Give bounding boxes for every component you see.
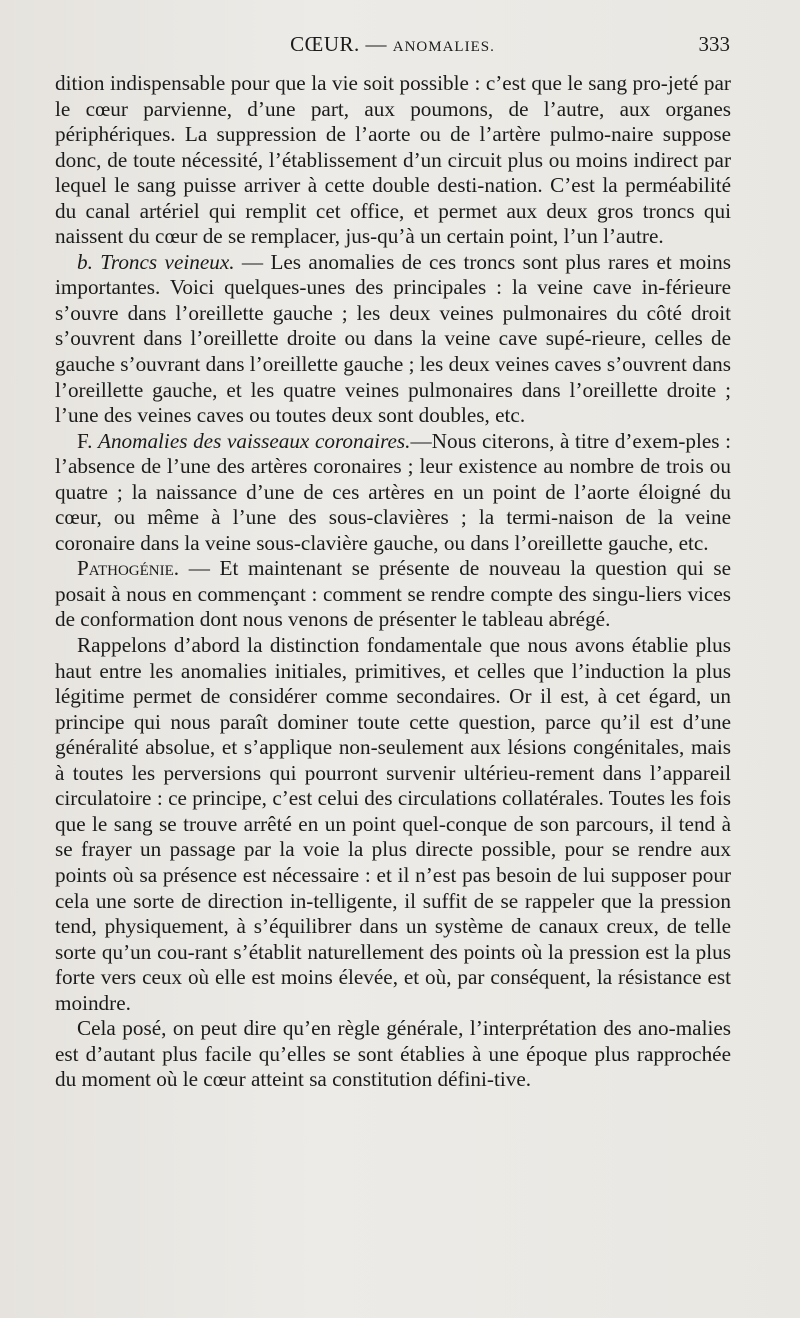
header-subtitle: ANOMALIES. (392, 39, 495, 55)
header-dash: — (359, 32, 393, 56)
page-number: 333 (698, 32, 730, 56)
running-header (55, 32, 730, 62)
section-heading: Pathogénie. (77, 556, 180, 581)
paragraph-pathogenie (55, 556, 731, 633)
header-title: CŒUR. (290, 32, 360, 56)
section-heading: b. Troncs veineux. (77, 249, 235, 274)
paragraph-text: —Nous citerons, à titre d’exem-ples : l’absence de l’une des artères coronaires ; leur existence au nombre de trois ou quatre ; la naissance d’une de ces artères en un point de l’aorte éloigné du cœur, ou même à l’une des sous-clavières ; la termi-naison de la veine coronaire dans la veine sous-clavière gauche, ou dans l’oreillette gauche, etc. (55, 428, 732, 555)
paragraph-continuation (55, 71, 731, 250)
paragraph-text: Cela posé, on peut dire qu’en règle générale, l’interprétation des ano-malies est d’autant plus facile qu’elles se sont établies à une époque plus rapprochée du moment où le cœur atteint sa constitution défini-tive. (55, 1016, 731, 1092)
section-heading: Anomalies des vaisseaux coronaires. (98, 428, 411, 453)
paragraph-text: — Et maintenant se présente de nouveau la question qui se posait à nous en commençant : comment se rendre compte des singu-liers vices de conformation dont nous venons de présenter le tableau abrégé. (55, 556, 731, 632)
running-title (55, 32, 730, 57)
paragraph-vaisseaux-coronaires (55, 429, 731, 557)
body-text (55, 71, 731, 1093)
paragraph-circulations-collaterales (55, 633, 731, 1016)
paragraph-text: Rappelons d’abord la distinction fondamentale que nous avons établie plus haut entre les anomalies initiales, primitives, et celles que l’induction la plus légitime permet de considérer comme secondaires. Or il est, à cet égard, un principe qui nous paraît dominer toute cette question, parce qu’il est d’une généralité absolue, et s’applique non-seulement aux lésions congénitales, mais à toutes les perversions qui pourront survenir ultérieu-rement dans l’appareil circulatoire : ce principe, c’est celui des circulations collatérales. Toutes les fois que le sang se trouve arrêté en un point quel-conque de son parcours, il tend à se frayer un passage par la voie la plus directe possible, pour se rendre aux points où sa présence est nécessaire : et il n’est pas besoin de lui supposer pour cela une sorte de direction in-telligente, il suffit de se rappeler que la pression tend, physiquement, à s’équilibrer dans un système de canaux creux, de telle sorte qu’un cou-rant s’établit naturellement des points où la pression est la plus forte vers ceux où elle est moins élevée, et où, par conséquent, la résistance est moindre. (55, 633, 731, 1015)
section-letter: F. (77, 428, 99, 453)
paragraph-interpretation (55, 1016, 731, 1093)
paragraph-troncs-veineux (55, 250, 731, 429)
paragraph-text: dition indispensable pour que la vie soit possible : c’est que le sang pro-jeté par le cœur parvienne, d’une part, aux poumons, de l’autre, aux organes périphériques. La suppression de l’aorte ou de l’artère pulmo-naire suppose donc, de toute nécessité, l’établissement d’un circuit plus ou moins indirect par lequel le sang puisse arriver à cette double desti-nation. C’est la perméabilité du canal artériel qui remplit cet office, et permet aux deux gros troncs qui naissent du cœur de se remplacer, jus-qu’à un certain point, l’un l’autre. (55, 71, 731, 249)
paragraph-text: — Les anomalies de ces troncs sont plus rares et moins importantes. Voici quelques-unes des principales : la veine cave in-férieure s’ouvre dans l’oreillette gauche ; les deux veines pulmonaires du côté droit s’ouvrent dans l’oreillette droite ou dans la veine cave supé-rieure, celles de gauche s’ouvrant dans l’oreillette gauche ; les deux veines caves s’ouvrent dans l’oreillette gauche, et les quatre veines pulmonaires dans l’oreillette droite ; l’une des veines caves ou toutes deux sont doubles, etc. (55, 249, 731, 428)
